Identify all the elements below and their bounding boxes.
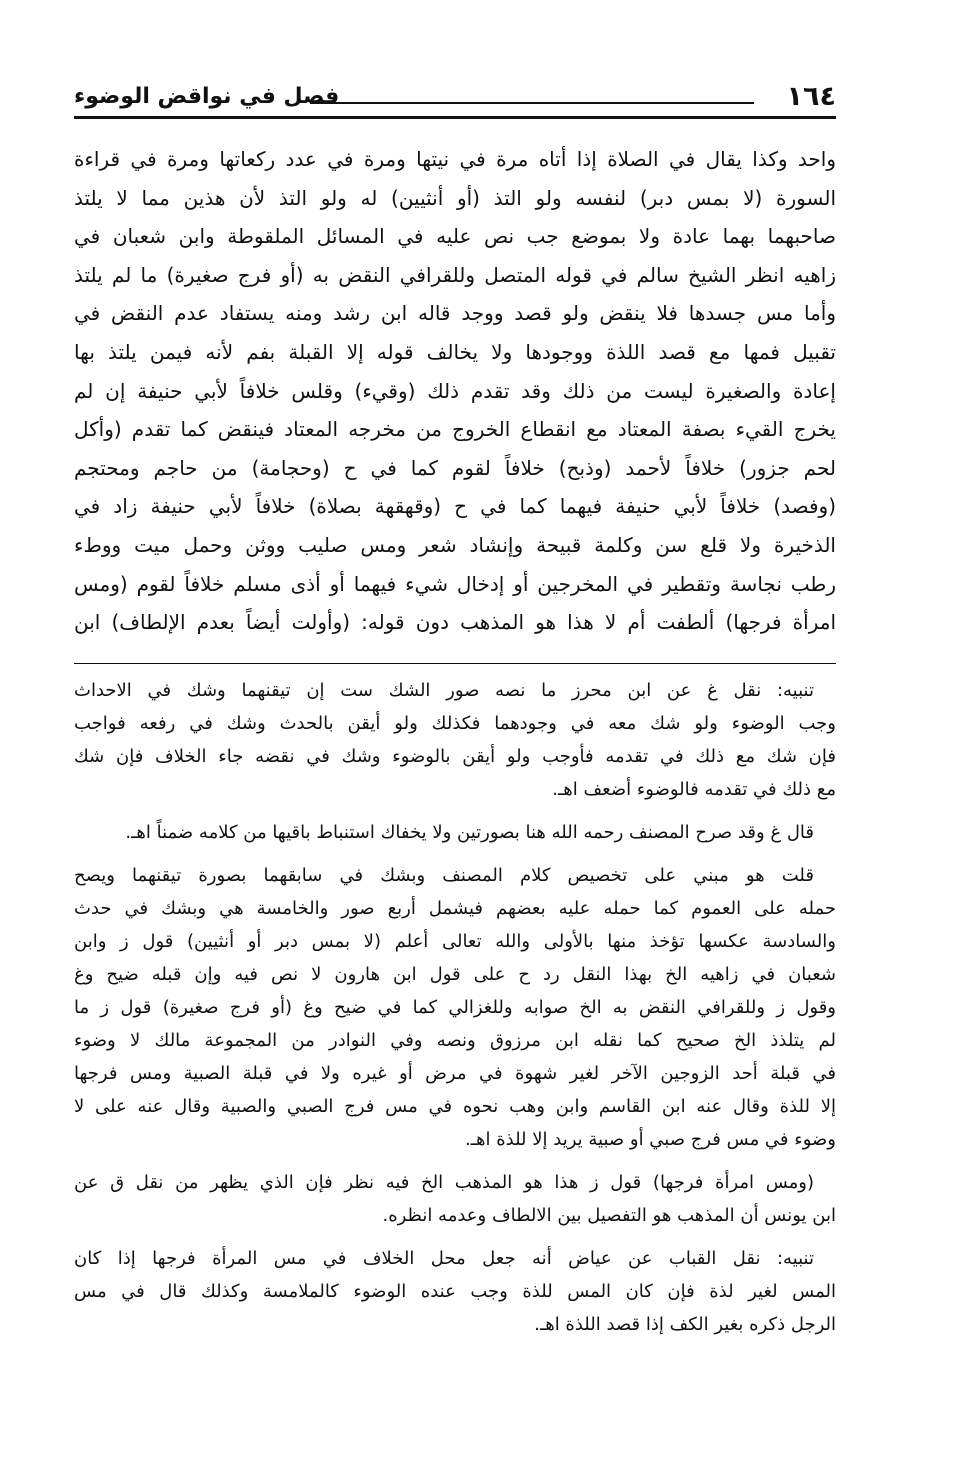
running-header	[74, 78, 836, 118]
footnote-line: في قبلة أحد الزوجين الآخر لغير شهوة في مرض أو غيره ولا في قبلة الصبية ومس فرجها	[74, 1063, 836, 1084]
footnote-paragraph	[74, 859, 836, 1156]
section-title: فصل في نواقض الوضوء	[74, 84, 340, 109]
footnote-line: تنبيه: نقل القباب عن عياض أنه جعل محل الخلاف في مس المرأة فرجها إذا كان	[74, 1248, 814, 1269]
footnote-line: المس لغير لذة فإن كان المس للذة وجب عنده الوضوء كالملامسة وكذلك قال في مس	[74, 1281, 836, 1302]
footnote-line: والسادسة عكسها تؤخذ منها بالأولى والله تعالى أعلم (لا بمس دبر أو أنثيين) قول ز وابن	[74, 931, 836, 952]
page-number: ١٦٤	[786, 81, 836, 112]
footnote-paragraph	[74, 816, 836, 849]
main-line: واحد وكذا يقال في الصلاة إذا أتاه مرة في نيتها ومرة في عدد ركعاتها ومرة في قراءة	[74, 147, 836, 171]
footnote-line: شعبان في زاهيه الخ بهذا النقل رد ح على قول ابن هارون لا نص فيه وإن قبله ضيح وغ	[74, 964, 836, 985]
footnote-line: ابن يونس أن المذهب هو التفصيل بين الالطاف وعدمه انظره.	[382, 1205, 836, 1226]
footnote-line: قال غ وقد صرح المصنف رحمه الله هنا بصورتين ولا يخفاك استنباط باقيها من كلامه ضمناً اهـ.	[125, 822, 814, 843]
main-text	[74, 140, 836, 642]
footnote-paragraph	[74, 1166, 836, 1232]
main-line: رطب نجاسة وتقطير في المخرجين أو إدخال شيء فيهما أو أذى مسلم خلافاً لقوم (ومس	[74, 571, 836, 596]
main-line: إعادة والصغيرة ليست من ذلك وقد تقدم ذلك (وقيء) وقلس خلافاً لأبي حنيفة إن لم	[74, 378, 836, 403]
footnote-separator	[74, 663, 836, 664]
footnote-line: لم يتلذذ الخ صحيح كما نقله ابن مرزوق ونصه وفي النوادر من المجموعة مالك لا وضوء	[74, 1030, 836, 1051]
main-line: (وفصد) خلافاً لأبي حنيفة فيهما كما في ح (وقهقهة بصلاة) خلافاً لأبي حنيفة زاد في	[74, 494, 836, 519]
header-rule	[74, 116, 836, 119]
main-line: زاهيه انظر الشيخ سالم في قوله المتصل وللقرافي النقض به (أو فرج صغيرة) ما لم يلتذ	[74, 262, 836, 287]
footnote-paragraph	[74, 674, 836, 806]
footnote-line: وقول ز وللقرافي النقض به الخ صوابه وللغزالي كما في ضيح وغ (أو فرج صغيرة) قول ز ما	[74, 997, 836, 1018]
footnote-line: قلت هو مبني على تخصيص كلام المصنف وبشك في سابقهما بصورة تيقنهما ويصح	[74, 865, 814, 886]
main-line: وأما مس جسدها فلا ينقض ولو قصد ووجد قاله ابن رشد ومنه يستفاد عدم النقض في	[74, 301, 836, 326]
footnote-line: إلا للذة وقال عنه ابن القاسم وابن وهب نحوه في مس فرج الصبي والصبية وقال عنه على لا	[74, 1096, 836, 1117]
main-line: لحم جزور) خلافاً لأحمد (وذبح) خلافاً لقوم كما في ح (وحجامة) من حاجم ومحتجم	[74, 455, 836, 480]
footnote-line: فإن شك مع ذلك في تقدمه فأوجب ولو أيقن بالوضوء وشك في نقضه جاء الخلاف فإن شك	[74, 746, 836, 767]
main-line: امرأة فرجها) ألطفت أم لا هذا هو المذهب دون قوله: (وأولت أيضاً بعدم الإلطاف) ابن	[74, 610, 836, 635]
footnote-line: مع ذلك في تقدمه فالوضوء أضعف اهـ.	[552, 779, 836, 800]
main-line: السورة (لا بمس دبر) لنفسه ولو التذ (أو أنثيين) له ولو التذ لأن هذين مما لا يلتذ	[74, 185, 836, 210]
footnote-line: تنبيه: نقل غ عن ابن محرز ما نصه صور الشك ست إن تيقنهما وشك في الاحداث	[74, 680, 814, 701]
main-line: صاحبهما بهما عادة ولا بموضع جب نص عليه في المسائل الملقوطة وابن شعبان في	[74, 224, 836, 249]
footnote-line: حمله على العموم كما حمله عليه بعضهم فيشمل أربع صور والخامسة هي وبشك في حدث	[74, 898, 836, 919]
header-divider	[310, 102, 754, 104]
footnote-line: وجب الوضوء ولو شك معه في وجودهما فكذلك ولو أيقن بالحدث وشك في رفعه فواجب	[74, 713, 836, 734]
footnote-line: وضوء في مس فرج صبي أو صبية يريد إلا للذة اهـ.	[465, 1129, 836, 1150]
footnotes	[74, 674, 836, 1351]
main-line: الذخيرة ولا قلع سن وكلمة قبيحة وإنشاد شعر ومس صليب ووثن وحمل ميت ووطء	[74, 532, 836, 557]
footnote-line: (ومس امرأة فرجها) قول ز هذا هو المذهب الخ فيه نظر فإن الذي يظهر من نقل ق عن	[74, 1172, 814, 1193]
footnote-paragraph	[74, 1242, 836, 1341]
footnote-line: الرجل ذكره بغير الكف إذا قصد اللذة اهـ.	[534, 1314, 836, 1335]
main-line: يخرج القيء بصفة المعتاد مع انقطاع الخروج من مخرجه المعتاد فينقض كما تقدم (وأكل	[74, 417, 836, 442]
main-line: تقبيل فمها مع قصد اللذة ووجودها ولا يخالف قوله إلا القبلة بفم لأنه فيمن يلتذ بها	[74, 339, 836, 364]
